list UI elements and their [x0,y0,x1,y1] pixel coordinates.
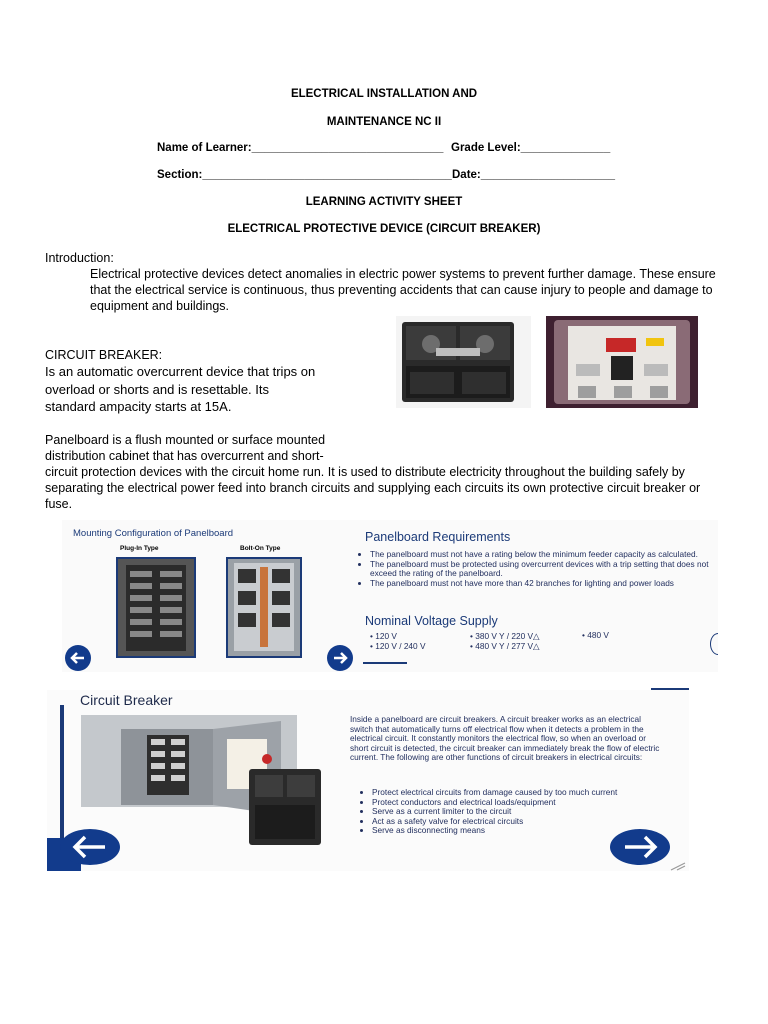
panelboard-line: circuit protection devices with the circuit home run. It is used to distribute electricity throughout the building safely by [45,465,685,479]
voltage-item: • 480 V [582,630,609,640]
circuit-breaker-slide [47,690,689,871]
document-title-line1: ELECTRICAL INSTALLATION AND [290,88,478,100]
definition-line: overload or shorts and is resettable. Its [45,381,270,397]
rcbo-breaker-image [546,316,698,408]
slide-underline [363,662,407,664]
previous-slide-arrow-icon[interactable] [59,827,123,867]
requirement-item: • The panelboard must not have more than 42 branches for lighting and power loads [370,579,718,589]
sheet-title: LEARNING ACTIVITY SHEET [305,196,463,208]
circuit-breaker-label: CIRCUIT BREAKER: [45,348,163,362]
date-field: Date:_____________________ [452,169,616,181]
next-slide-arrow-icon[interactable] [326,644,356,672]
function-item: • Serve as disconnecting means [372,826,672,836]
panelboard-line: distribution cabinet that has overcurrent and short- [45,449,324,463]
panelboard-line: fuse. [45,497,73,511]
grade-level-field: Grade Level:______________ [451,142,611,154]
intro-line: equipment and buildings. [90,299,229,313]
section-field: Section:_______________________________________ [157,169,452,181]
function-item: • Protect electrical circuits from damage caused by too much current [372,788,672,798]
name-of-learner-field: Name of Learner:______________________________ [157,142,444,154]
requirement-item: • The panelboard must not have a rating below the minimum feeder capacity as calculated. [370,550,718,560]
circuit-breaker-description: Inside a panelboard are circuit breakers. A circuit breaker works as an electrical switch that automatically turns off electrical flow when it detects a problem in the electrical circuit. It constantly monitors the electrical flow, so when an overload or short circuit is detected, the circuit breaker can immediately break the flow of electric current. The following are other functions of circuit breakers in electrical circuits: [350,714,660,763]
mounting-config-title: Mounting Configuration of Panelboard [73,528,234,539]
bolt-on-panel-image [226,557,302,658]
voltage-item: • 480 V Y / 277 V△ [470,641,540,651]
intro-paragraph [90,266,730,314]
panelboard-line: separating the electrical power feed into branch circuits and supplying each circuits its own protective circuit breaker or [45,481,701,495]
previous-slide-arrow-icon[interactable] [64,644,94,672]
circuit-breaker-definition [45,363,375,416]
function-item: • Serve as a current limiter to the circuit [372,807,672,817]
voltage-item: • 120 V / 240 V [370,641,426,651]
circuit-breaker-photos [396,316,698,408]
document-title-line2: MAINTENANCE NC II [326,116,442,128]
next-slide-arrow-icon[interactable] [609,827,673,867]
nominal-voltage-title: Nominal Voltage Supply [365,614,498,628]
requirement-item: • The panelboard must be protected using overcurrent devices with a trip setting that does not exceed the rating of the panelboard. [370,560,718,579]
panelboard-paragraph [45,432,735,512]
voltage-item: • 380 V Y / 220 V△ [470,631,540,641]
voltage-item: • 120 V [370,631,397,641]
function-item: • Act as a safety valve for electrical circuits [372,817,672,827]
panel-with-breaker-image [81,715,321,845]
resize-corner-icon [669,862,687,871]
definition-line: standard ampacity starts at 15A. [45,399,232,414]
panelboard-line: Panelboard is a flush mounted or surface mounted [45,433,326,447]
intro-line: that the electrical service is continuous, thus preventing accidents that can cause injury to people and damage to [90,283,713,297]
definition-line: Is an automatic overcurrent device that trips on [45,364,316,379]
panelboard-slide [62,520,718,672]
plug-in-panel-image [116,557,196,658]
function-item: • Protect conductors and electrical loads/equipment [372,798,672,808]
double-pole-breaker-image [402,322,514,402]
topic-title: ELECTRICAL PROTECTIVE DEVICE (CIRCUIT BREAKER) [227,223,541,235]
partial-next-button-icon[interactable] [710,633,718,655]
panelboard-requirements-title: Panelboard Requirements [365,530,511,544]
requirements-list [358,550,718,588]
bolt-on-label: Bolt-On Type [240,545,281,552]
plug-in-label: Plug-In Type [120,545,159,552]
slide-title: Circuit Breaker [80,692,173,708]
intro-label: Introduction: [45,251,114,265]
intro-line: Electrical protective devices detect anomalies in electric power systems to prevent further damage. These ensure [90,267,716,281]
